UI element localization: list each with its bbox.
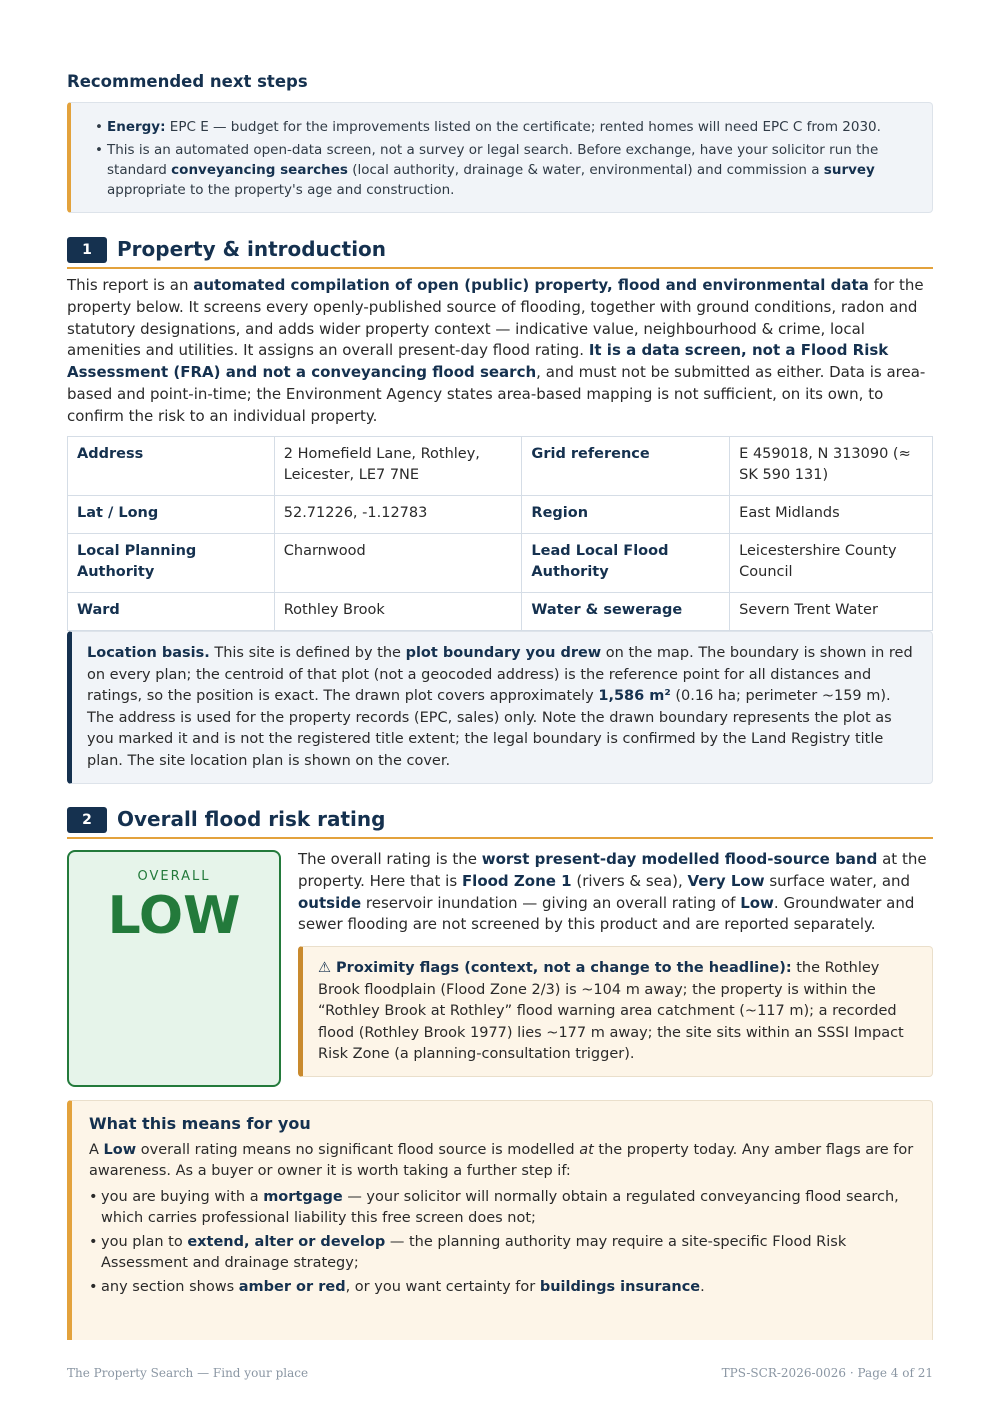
table-row: [68, 534, 933, 593]
ward-label: Ward: [68, 593, 275, 631]
section-2-header: [67, 805, 933, 839]
table-row: [68, 437, 933, 496]
region-label: Region: [522, 496, 730, 534]
warning-icon: ⚠ Proximity flags (context, not a change to the headline):: [318, 960, 792, 976]
property-details-table: [67, 436, 933, 631]
rating-explanation: The overall rating is the worst present-day modelled flood-source band at the property. Here that is Flood Zone 1 (rivers & sea), Very Low surface water, and outside reservoir inundation — giving an overall rating of Low. Groundwater and sewer flooding are not screened by this product and are reported separately.: [298, 850, 927, 934]
list-item: • you are buying with a mortgage — your solicitor will normally obtain a regulated conveyancing flood search, which carries professional liability this free screen does not;: [89, 1187, 916, 1230]
means-list: [89, 1187, 916, 1299]
means-title: What this means for you: [89, 1114, 311, 1133]
lpa-value: Charnwood: [274, 534, 522, 593]
footer-brand: The Property Search — Find your place: [67, 1366, 309, 1380]
grid-reference-label: Grid reference: [522, 437, 730, 496]
rating-value: LOW: [107, 886, 241, 946]
table-row: [68, 593, 933, 631]
next-steps-list: [95, 117, 918, 200]
proximity-flags-callout: ⚠ Proximity flags (context, not a change to the headline): the Rothley Brook floodplain (Flood Zone 2/3) is ~104 m away; the property is within the “Rothley Brook at Rothley” flood warning area catchment (~117 m); a recorded flood (Rothley Brook 1977) lies ~177 m away; the site sits within an SSSI Impact Risk Zone (a planning-consultation trigger).: [298, 946, 933, 1077]
intro-paragraph: This report is an automated compilation of open (public) property, flood and environmental data for the property below. It screens every openly-published source of flooding, together with ground conditions, radon and statutory designations, and adds wider property context — indicative value, neighbourhood & crime, local amenities and utilities. It assigns an overall present-day flood rating. It is a data screen, not a Flood Risk Assessment (FRA) and not a conveyancing flood search, and must not be submitted as either. Data is area-based and point-in-time; the Environment Agency states area-based mapping is not sufficient, on its own, to confirm the risk to an individual property.: [67, 276, 926, 425]
lat-long-label: Lat / Long: [68, 496, 275, 534]
water-label: Water & sewerage: [522, 593, 730, 631]
list-item: • you plan to extend, alter or develop — the planning authority may require a site-specific Flood Risk Assessment and drainage strategy;: [89, 1232, 916, 1275]
table-row: [68, 496, 933, 534]
section-1-header: [67, 235, 933, 269]
lpa-label: Local Planning Authority: [68, 534, 275, 593]
water-value: Severn Trent Water: [730, 593, 933, 631]
location-basis-callout: Location basis. This site is defined by the plot boundary you drew on the map. The boundary is shown in red on every plan; the centroid of that plot (not a geocoded address) is the reference point for all distances and ratings, so the position is exact. The drawn plot covers approximately 1,586 m² (0.16 ha; perimeter ~159 m). The address is used for the property records (EPC, sales) only. Note the drawn boundary represents the plot as you marked it and is not the registered title extent; the legal boundary is confirmed by the Land Registry title plan. The site location plan is shown on the cover.: [67, 631, 933, 784]
address-label: Address: [68, 437, 275, 496]
grid-reference-value: E 459018, N 313090 (≈ SK 590 131): [730, 437, 933, 496]
section-number: 2: [67, 807, 107, 833]
means-intro: A Low overall rating means no significant flood source is modelled at the property today. Any amber flags are for awareness. As a buyer or owner it is worth taking a further step if:: [89, 1141, 914, 1179]
footer-page-ref: TPS-SCR-2026-0026 · Page 4 of 21: [721, 1366, 933, 1380]
rating-label: OVERALL: [137, 869, 211, 884]
what-this-means-callout: [67, 1100, 933, 1340]
region-value: East Midlands: [730, 496, 933, 534]
address-value: 2 Homefield Lane, Rothley, Leicester, LE7 7NE: [274, 437, 522, 496]
section-number: 1: [67, 237, 107, 263]
next-steps-callout: [67, 102, 933, 213]
section-title: Overall flood risk rating: [117, 807, 386, 831]
section-title: Property & introduction: [117, 237, 387, 261]
ward-value: Rothley Brook: [274, 593, 522, 631]
lat-long-value: 52.71226, -1.12783: [274, 496, 522, 534]
list-item: • Energy: EPC E — budget for the improvements listed on the certificate; rented homes will need EPC C from 2030.: [95, 117, 918, 137]
list-item: • This is an automated open-data screen, not a survey or legal search. Before exchange, have your solicitor run the standard conveyancing searches (local authority, drainage & water, environmental) and commission a survey appropriate to the property's age and construction.: [95, 140, 918, 200]
next-steps-heading: Recommended next steps: [67, 72, 308, 91]
list-item: • any section shows amber or red, or you want certainty for buildings insurance.: [89, 1277, 916, 1299]
page-footer: [67, 1366, 933, 1380]
llfa-value: Leicestershire County Council: [730, 534, 933, 593]
llfa-label: Lead Local Flood Authority: [522, 534, 730, 593]
overall-rating-badge: [67, 850, 281, 1087]
